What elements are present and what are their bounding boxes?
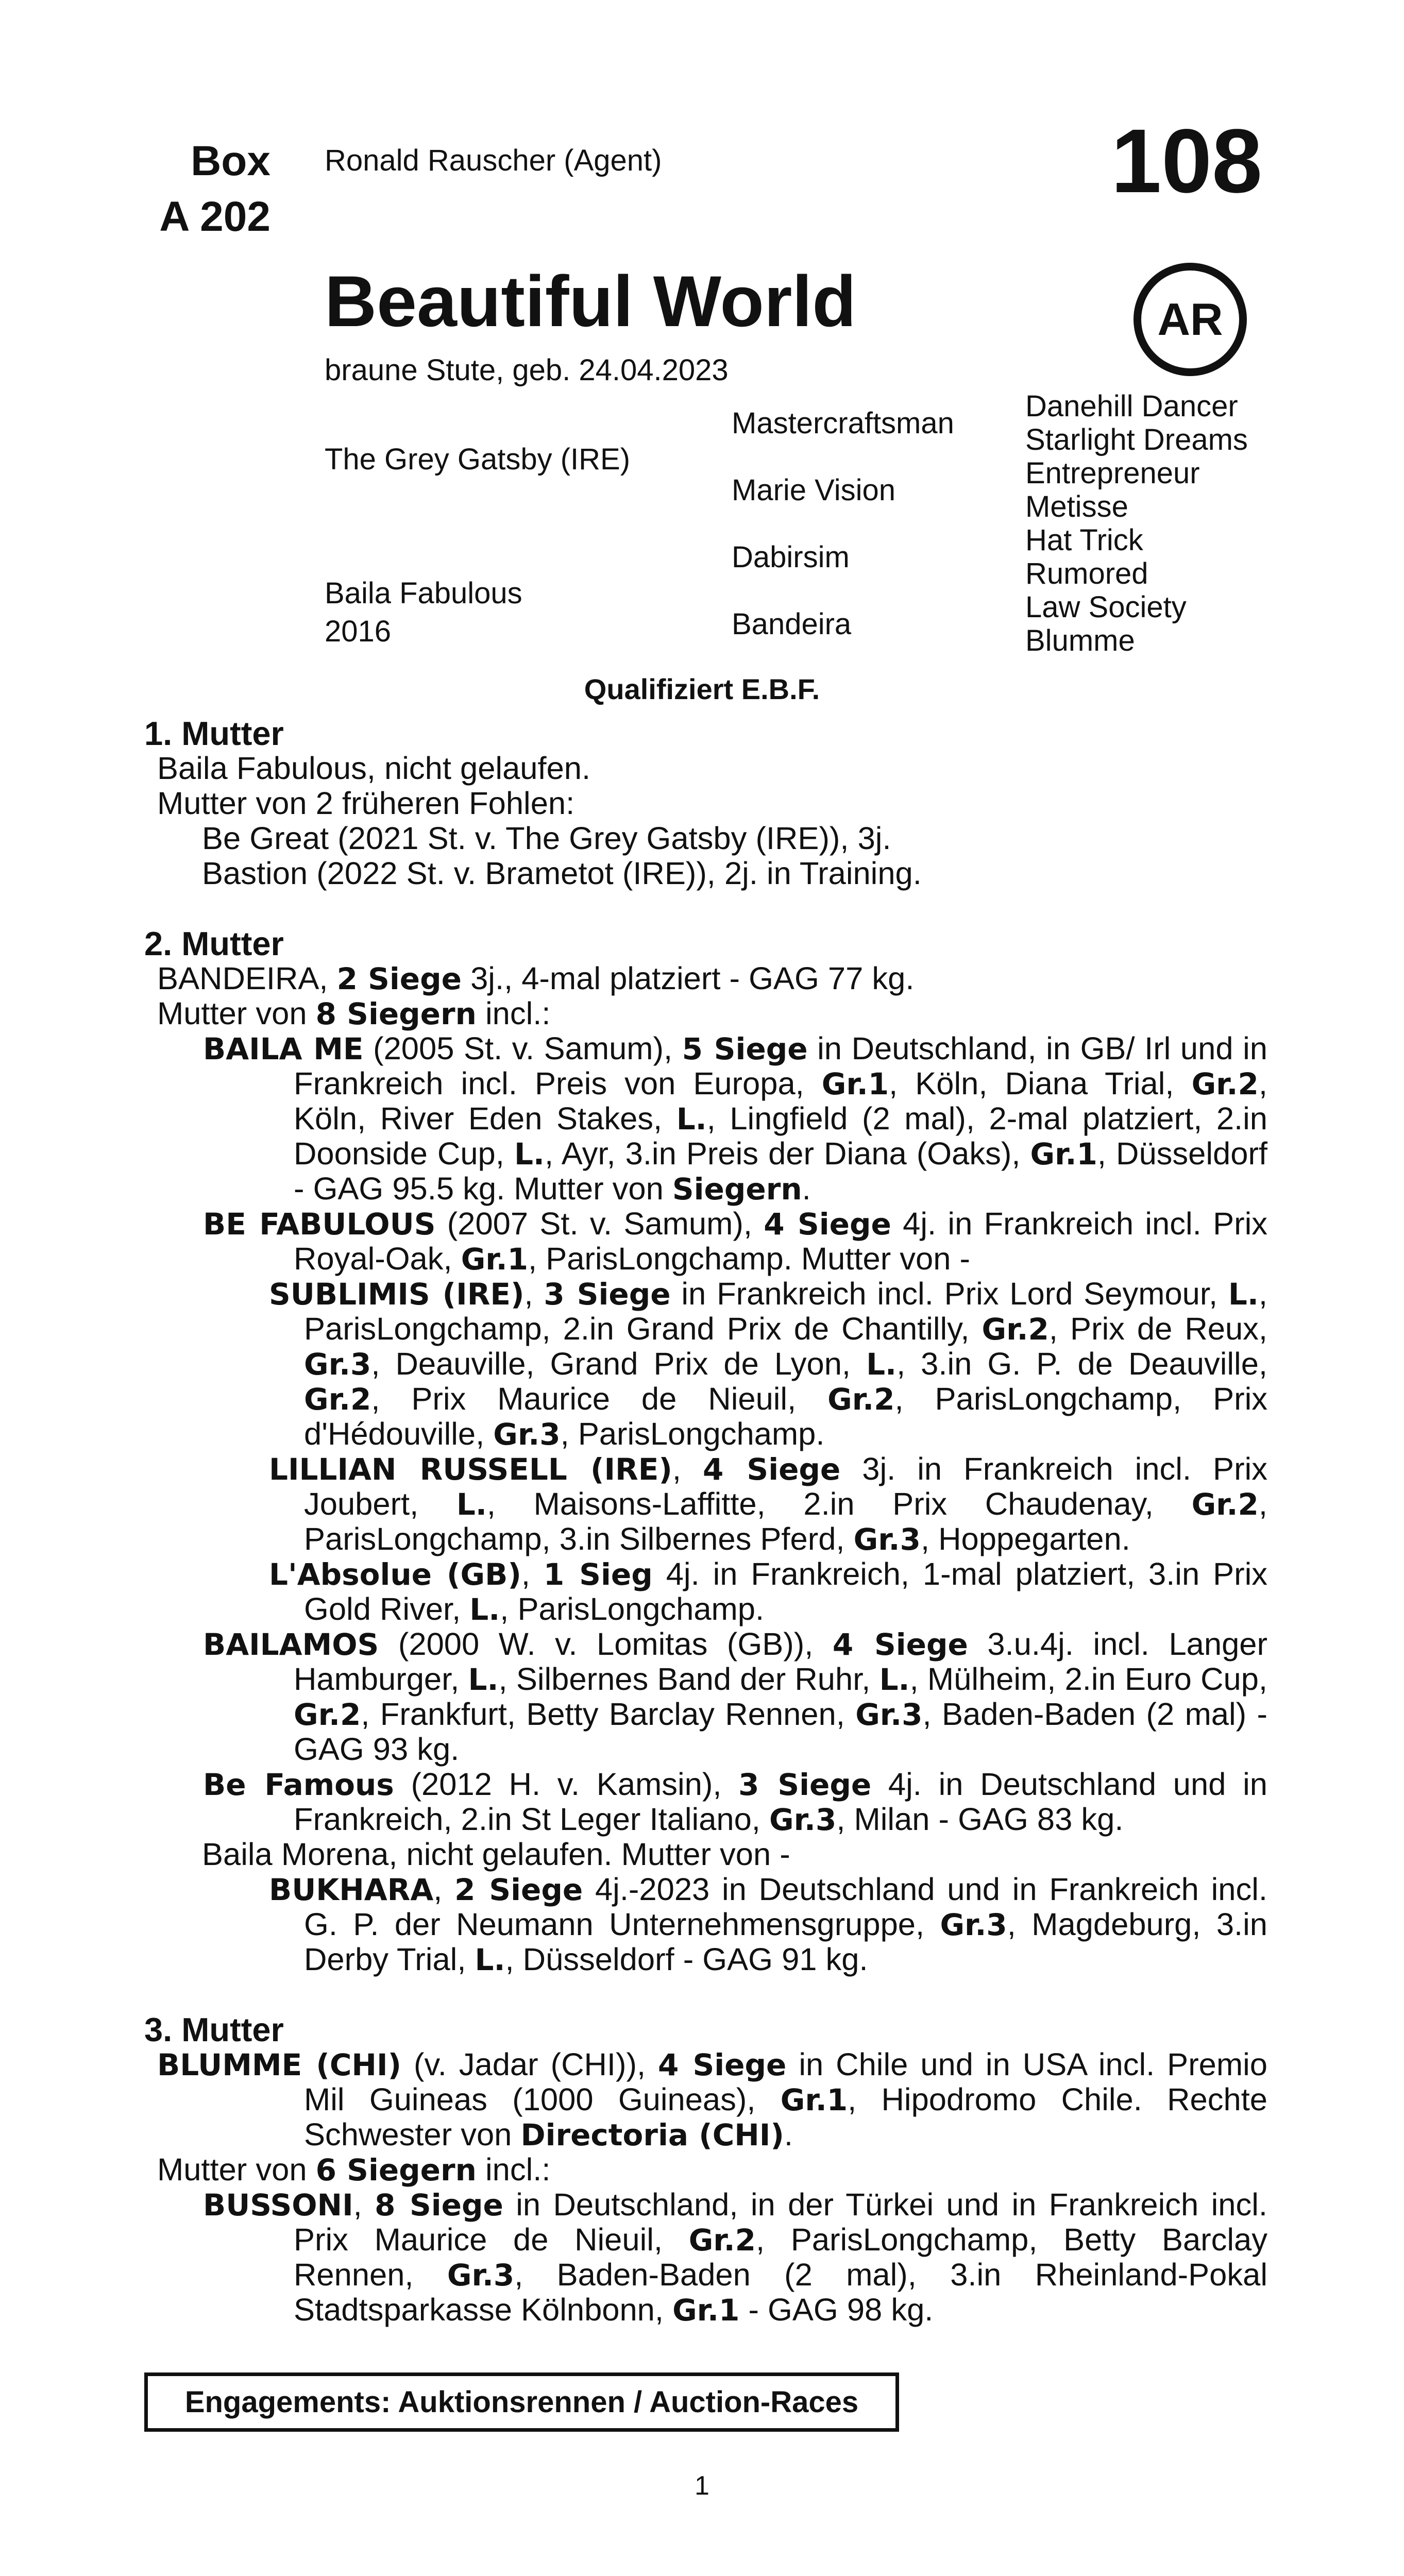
gen3-5: Hat Trick — [1025, 523, 1143, 557]
produce-be-fabulous: BE FABULOUS (2007 St. v. Samum), 4 Siege 4j. in Frankreich incl. Prix Royal-Oak, Gr.1, ParisLongchamp. Mutter von - — [203, 1206, 1267, 1277]
sire: The Grey Gatsby (IRE) — [325, 443, 631, 476]
qualification: Qualifiziert E.B.F. — [584, 673, 820, 705]
gen3-4: Metisse — [1025, 490, 1128, 523]
produce-bukhara: BUKHARA, 2 Siege 4j.-2023 in Deutschland und in Frankreich incl. G. P. der Neumann Unternehmensgruppe, Gr.3, Magdeburg, 3.in Derby Trial, L., Düsseldorf - GAG 91 kg. — [269, 1872, 1267, 1977]
grandsire-paternal: Mastercraftsman — [732, 406, 954, 440]
grandsire-maternal: Dabirsim — [732, 540, 850, 574]
dam-year: 2016 — [325, 615, 392, 648]
first-dam-produce: Be Great (2021 St. v. The Grey Gatsby (IRE)), 3j. — [202, 821, 891, 856]
first-dam-line: Mutter von 2 früheren Fohlen: — [157, 786, 575, 821]
gen3-6: Rumored — [1025, 557, 1148, 590]
produce-bussoni: BUSSONI, 8 Siege in Deutschland, in der Türkei und in Frankreich incl. Prix Maurice de Nieuil, Gr.2, ParisLongchamp, Betty Barclay Rennen, Gr.3, Baden-Baden (2 mal), 3.in Rheinland-Pokal Stadtsparkasse Kölnbonn, Gr.1 - GAG 98 kg. — [203, 2187, 1268, 2328]
produce-be-famous: Be Famous (2012 H. v. Kamsin), 3 Siege 4j. in Deutschland und in Frankreich, 2.in St Leger Italiano, Gr.3, Milan - GAG 83 kg. — [203, 1767, 1267, 1837]
produce-baila-morena: Baila Morena, nicht gelaufen. Mutter von - — [202, 1837, 790, 1872]
gen3-3: Entrepreneur — [1025, 456, 1200, 490]
gen3-1: Danehill Dancer — [1025, 389, 1238, 423]
dam: Baila Fabulous — [325, 577, 522, 610]
gen3-2: Starlight Dreams — [1025, 423, 1248, 456]
gen3-8: Blumme — [1025, 624, 1135, 657]
horse-description: braune Stute, geb. 24.04.2023 — [325, 353, 729, 387]
third-dam-blumme: BLUMME (CHI) (v. Jadar (CHI)), 4 Siege in Chile und in USA incl. Premio Mil Guineas (1000 Guineas), Gr.1, Hipodromo Chile. Rechte Schwester von Directoria (CHI). — [157, 2047, 1268, 2153]
produce-baila-me: BAILA ME (2005 St. v. Samum), 5 Siege in Deutschland, in GB/ Irl und in Frankreich incl. Preis von Europa, Gr.1, Köln, Diana Trial, Gr.2, Köln, River Eden Stakes, L., Lingfield (2 mal), 2-mal platziert, 2.in Doonside Cup, L., Ayr, 3.in Preis der Diana (Oaks), Gr.1, Düsseldorf - GAG 95.5 kg. Mutter von Siegern. — [203, 1031, 1268, 1207]
agent: Ronald Rauscher (Agent) — [325, 144, 662, 177]
granddam-maternal: Bandeira — [732, 607, 852, 641]
produce-lillian-russell: LILLIAN RUSSELL (IRE), 4 Siege 3j. in Frankreich incl. Prix Joubert, L., Maisons-Laffitte, 2.in Prix Chaudenay, Gr.2, ParisLongchamp, 3.in Silbernes Pferd, Gr.3, Hoppegarten. — [269, 1451, 1267, 1557]
horse-name: Beautiful World — [325, 261, 856, 342]
produce-labsolue: L'Absolue (GB), 1 Sieg 4j. in Frankreich, 1-mal platziert, 3.in Prix Gold River, L., ParisLongchamp. — [269, 1556, 1267, 1627]
produce-sublimis: SUBLIMIS (IRE), 3 Siege in Frankreich incl. Prix Lord Seymour, L., ParisLongchamp, 2.in Grand Prix de Chantilly, Gr.2, Prix de Reux, Gr.3, Deauville, Grand Prix de Lyon, L., 3.in G. P. de Deauville, Gr.2, Prix Maurice de Nieuil, Gr.2, ParisLongchamp, Prix d'Hédouville, Gr.3, ParisLongchamp. — [269, 1276, 1268, 1452]
gen3-7: Law Society — [1025, 590, 1187, 624]
box-number: A 202 — [159, 193, 270, 240]
produce-bailamos: BAILAMOS (2000 W. v. Lomitas (GB)), 4 Siege 3.u.4j. incl. Langer Hamburger, L., Silbernes Band der Ruhr, L., Mülheim, 2.in Euro Cup, Gr.2, Frankfurt, Betty Barclay Rennen, Gr.3, Baden-Baden (2 mal) - GAG 93 kg. — [203, 1626, 1267, 1767]
lot-number: 108 — [1111, 111, 1262, 212]
second-dam-intro: BANDEIRA, 2 Siege 3j., 4-mal platziert - GAG 77 kg. — [157, 961, 915, 996]
third-dam-heading: 3. Mutter — [144, 2011, 284, 2048]
second-dam-heading: 2. Mutter — [144, 925, 284, 962]
first-dam-produce: Bastion (2022 St. v. Brametot (IRE)), 2j. in Training. — [202, 856, 922, 891]
page-number: 1 — [695, 2471, 709, 2501]
third-dam-mother-of: Mutter von 6 Siegern incl.: — [157, 2152, 551, 2188]
granddam-paternal: Marie Vision — [732, 473, 896, 507]
ar-badge: AR — [1134, 263, 1247, 376]
first-dam-heading: 1. Mutter — [144, 715, 284, 752]
engagements-box: Engagements: Auktionsrennen / Auction-Races — [144, 2372, 899, 2432]
second-dam-mother-of: Mutter von 8 Siegern incl.: — [157, 996, 551, 1031]
dam-sections — [144, 716, 1267, 2328]
first-dam-line: Baila Fabulous, nicht gelaufen. — [157, 751, 591, 786]
box-label: Box — [191, 138, 270, 184]
